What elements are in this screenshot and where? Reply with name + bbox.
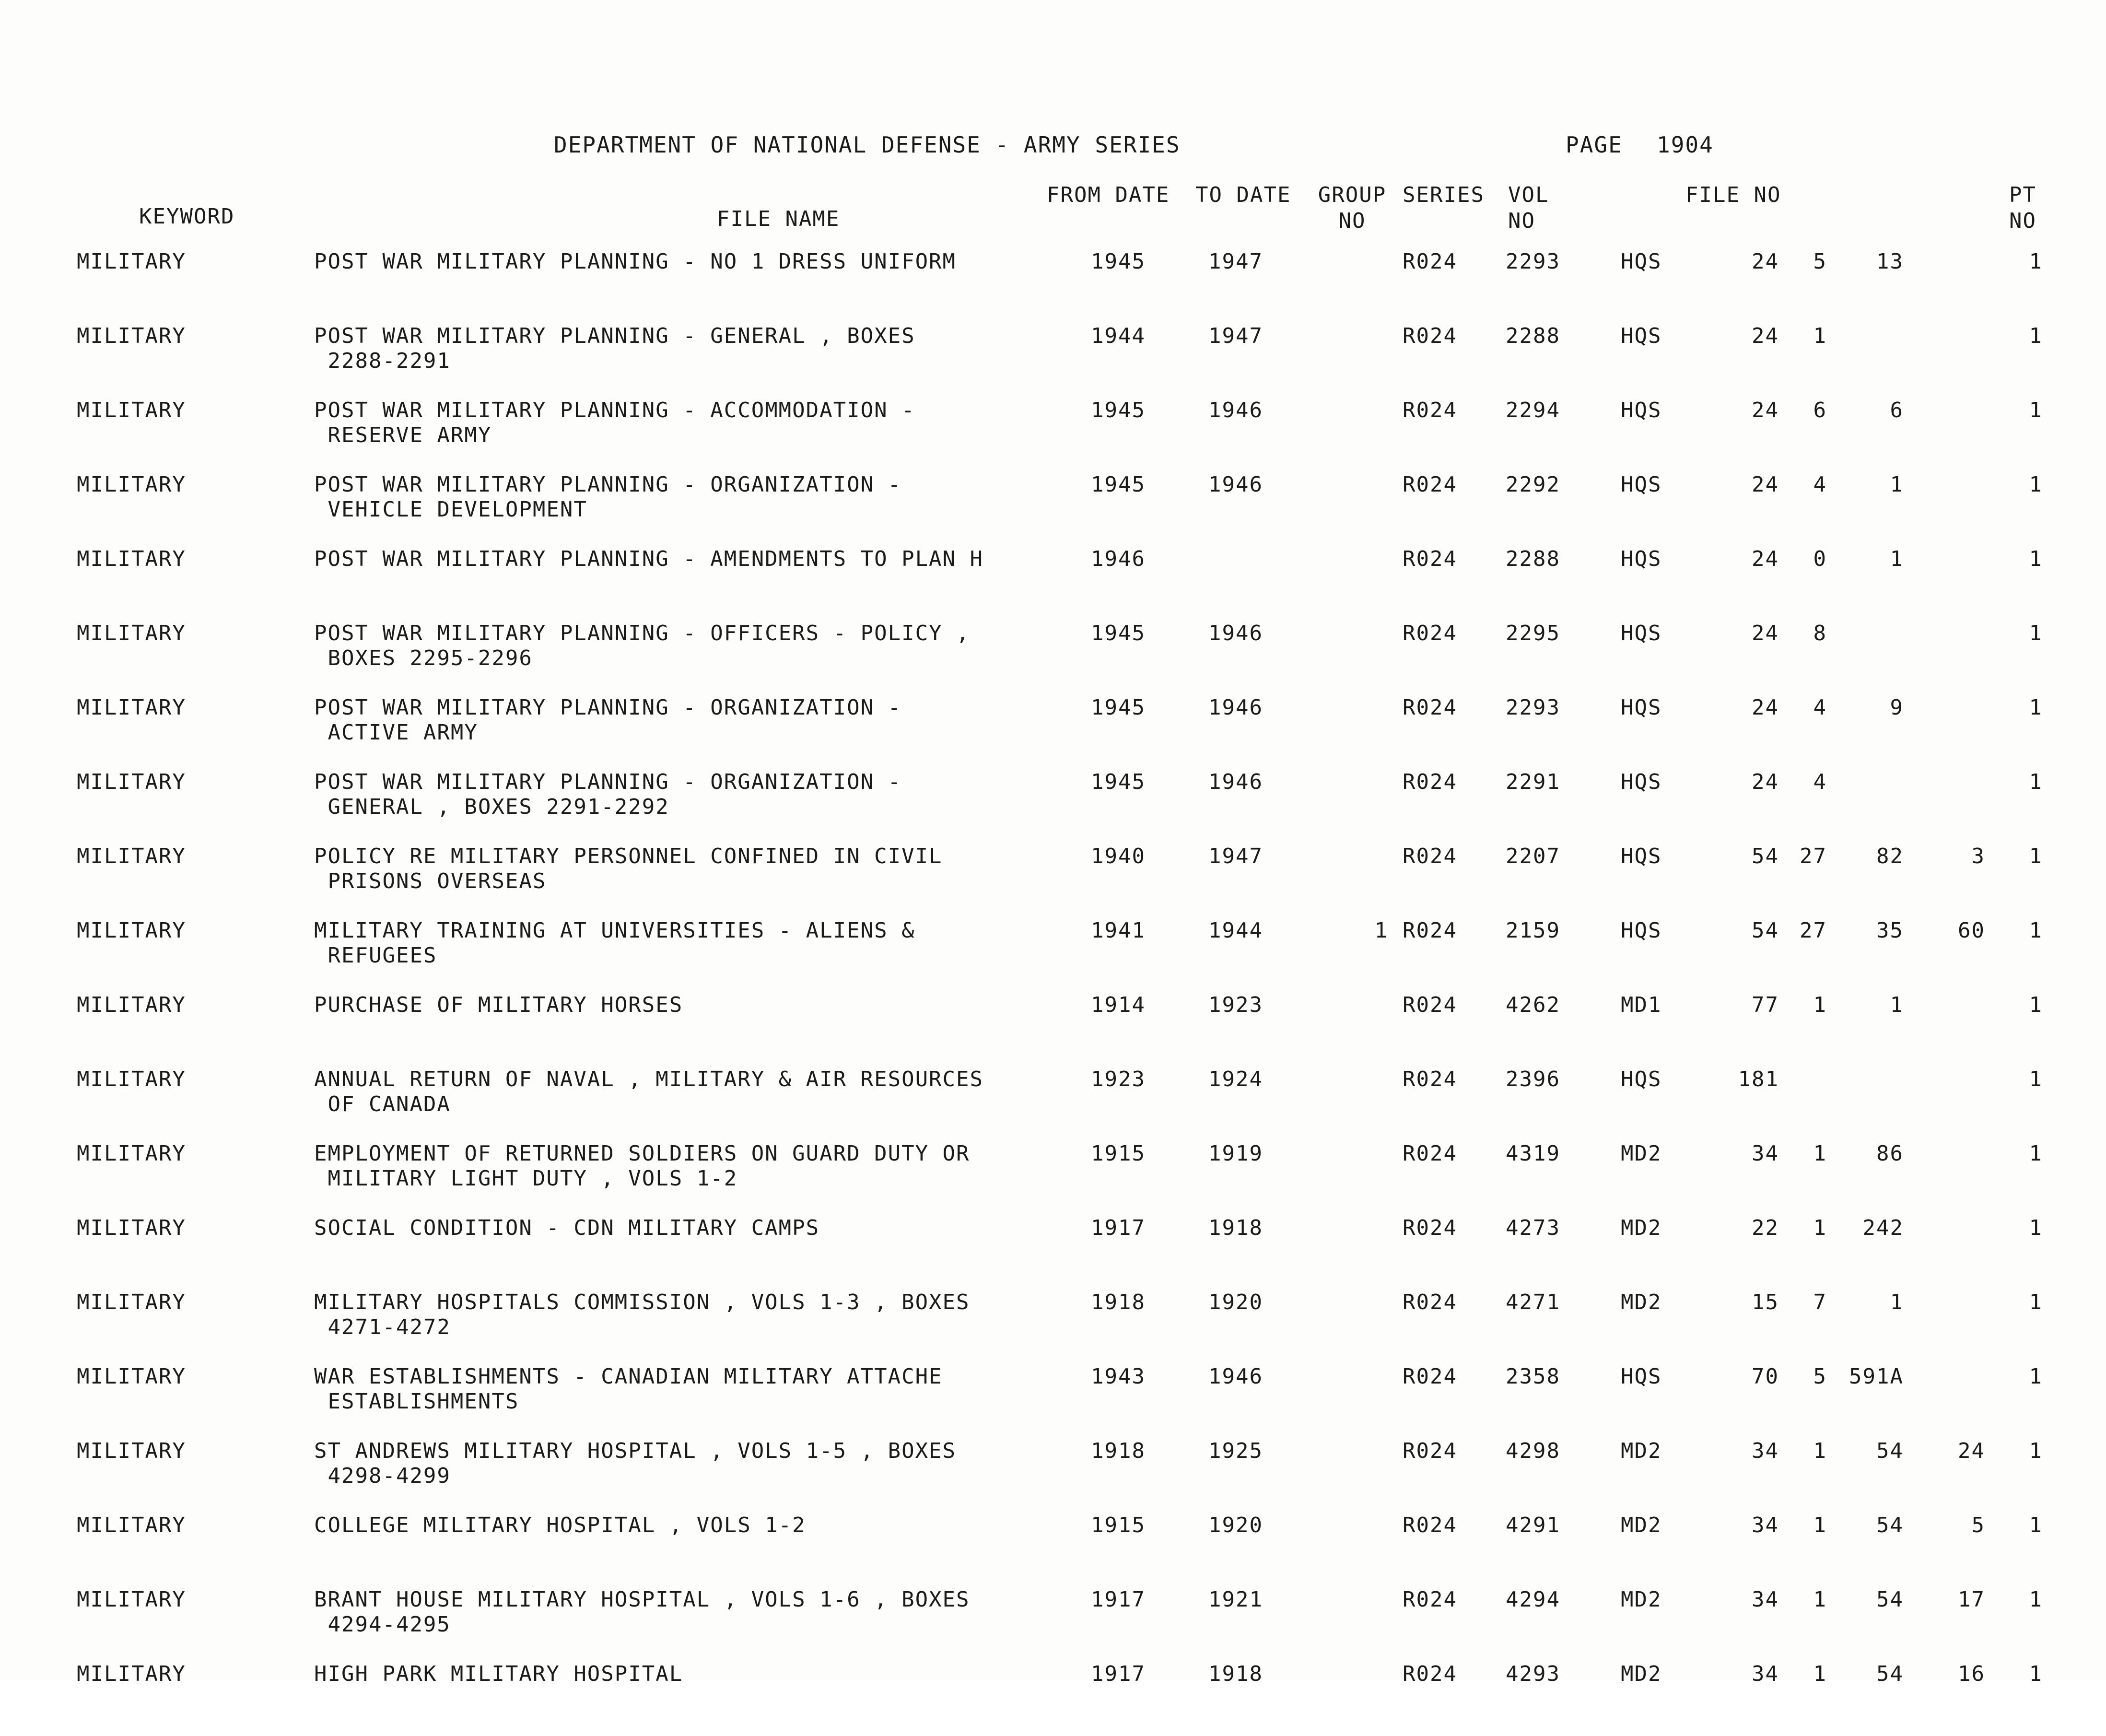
file-name-cell: POST WAR MILITARY PLANNING - ORGANIZATION - VEHICLE DEVELOPMENT — [314, 472, 902, 522]
file-no-part2-cell: 6 — [1813, 398, 1827, 422]
keyword-cell: MILITARY — [77, 993, 186, 1017]
file-no-unit-cell: HQS — [1621, 695, 1662, 720]
keyword-cell: MILITARY — [77, 1141, 186, 1166]
keyword-cell: MILITARY — [77, 1439, 186, 1463]
series-cell: R024 — [1403, 695, 1457, 720]
file-no-part3-cell: 54 — [1876, 1439, 1904, 1463]
table-row — [0, 1141, 2106, 1216]
file-no-part1-cell: 22 — [1752, 1216, 1779, 1240]
file-no-unit-cell: MD1 — [1621, 993, 1662, 1017]
file-name-cell: ST ANDREWS MILITARY HOSPITAL , VOLS 1-5 , BOXES 4298-4299 — [314, 1439, 957, 1488]
table-row — [0, 1439, 2106, 1513]
keyword-cell: MILITARY — [77, 1067, 186, 1091]
file-no-part2-cell: 1 — [1813, 1216, 1827, 1240]
table-row — [0, 621, 2106, 695]
group-no-cell: 1 — [1374, 918, 1388, 943]
file-no-part3-cell: 13 — [1876, 249, 1904, 274]
pt-no-cell: 1 — [2029, 398, 2043, 422]
file-name-cell: POST WAR MILITARY PLANNING - ACCOMMODATION - RESERVE ARMY — [314, 398, 915, 447]
series-cell: R024 — [1403, 1364, 1457, 1389]
series-cell: R024 — [1403, 621, 1457, 645]
vol-no-cell: 2291 — [1506, 770, 1560, 794]
file-name-cell: POLICY RE MILITARY PERSONNEL CONFINED IN CIVIL PRISONS OVERSEAS — [314, 844, 943, 893]
from-date-cell: 1914 — [1091, 993, 1146, 1017]
file-no-part1-cell: 24 — [1752, 695, 1779, 720]
to-date-cell: 1947 — [1208, 844, 1263, 868]
file-no-unit-cell: HQS — [1621, 472, 1662, 497]
from-date-cell: 1915 — [1091, 1141, 1146, 1166]
to-date-cell: 1946 — [1208, 621, 1263, 645]
vol-no-cell: 2358 — [1506, 1364, 1560, 1389]
to-date-cell: 1924 — [1208, 1067, 1263, 1091]
file-no-part4-cell: 3 — [1971, 844, 1985, 868]
file-no-part4-cell: 24 — [1958, 1439, 1985, 1463]
col-header-file-no: FILE NO — [1685, 183, 1781, 207]
file-no-part3-cell: 242 — [1862, 1216, 1904, 1240]
pt-no-cell: 1 — [2029, 621, 2043, 645]
keyword-cell: MILITARY — [77, 770, 186, 794]
vol-no-cell: 4262 — [1506, 993, 1560, 1017]
series-cell: R024 — [1403, 1662, 1457, 1686]
file-no-part1-cell: 77 — [1752, 993, 1779, 1017]
to-date-cell: 1946 — [1208, 472, 1263, 497]
file-no-unit-cell: HQS — [1621, 1067, 1662, 1091]
keyword-cell: MILITARY — [77, 1587, 186, 1612]
pt-no-cell: 1 — [2029, 1364, 2043, 1389]
to-date-cell: 1925 — [1208, 1439, 1263, 1463]
pt-no-cell: 1 — [2029, 1513, 2043, 1537]
file-no-unit-cell: MD2 — [1621, 1513, 1662, 1537]
file-name-cell: MILITARY HOSPITALS COMMISSION , VOLS 1-3 , BOXES 4271-4272 — [314, 1290, 970, 1339]
file-no-unit-cell: MD2 — [1621, 1587, 1662, 1612]
keyword-cell: MILITARY — [77, 918, 186, 943]
series-cell: R024 — [1403, 770, 1457, 794]
file-no-unit-cell: MD2 — [1621, 1216, 1662, 1240]
file-no-unit-cell: MD2 — [1621, 1290, 1662, 1314]
series-cell: R024 — [1403, 1513, 1457, 1537]
table-row — [0, 1662, 2106, 1736]
file-no-part3-cell: 54 — [1876, 1587, 1904, 1612]
file-no-part2-cell: 0 — [1813, 547, 1827, 571]
file-no-part1-cell: 24 — [1752, 621, 1779, 645]
file-name-cell: COLLEGE MILITARY HOSPITAL , VOLS 1-2 — [314, 1513, 806, 1537]
from-date-cell: 1945 — [1091, 472, 1146, 497]
vol-no-cell: 4291 — [1506, 1513, 1560, 1537]
file-no-part1-cell: 34 — [1752, 1439, 1779, 1463]
file-name-cell: WAR ESTABLISHMENTS - CANADIAN MILITARY ATTACHE ESTABLISHMENTS — [314, 1364, 943, 1414]
file-no-part3-cell: 1 — [1890, 472, 1904, 497]
to-date-cell: 1946 — [1208, 695, 1263, 720]
file-name-cell: POST WAR MILITARY PLANNING - OFFICERS - POLICY , BOXES 2295-2296 — [314, 621, 970, 670]
file-no-part3-cell: 1 — [1890, 547, 1904, 571]
file-name-cell: POST WAR MILITARY PLANNING - NO 1 DRESS UNIFORM — [314, 249, 957, 274]
pt-no-cell: 1 — [2029, 472, 2043, 497]
file-no-part3-cell: 591A — [1849, 1364, 1904, 1389]
file-no-part3-cell: 82 — [1876, 844, 1904, 868]
vol-no-cell: 4293 — [1506, 1662, 1560, 1686]
series-cell: R024 — [1403, 1216, 1457, 1240]
from-date-cell: 1945 — [1091, 770, 1146, 794]
series-cell: R024 — [1403, 324, 1457, 348]
series-cell: R024 — [1403, 472, 1457, 497]
file-name-cell: POST WAR MILITARY PLANNING - ORGANIZATION - GENERAL , BOXES 2291-2292 — [314, 770, 902, 819]
vol-no-cell: 2207 — [1506, 844, 1560, 868]
from-date-cell: 1917 — [1091, 1216, 1146, 1240]
vol-no-cell: 2288 — [1506, 547, 1560, 571]
from-date-cell: 1923 — [1091, 1067, 1146, 1091]
file-no-part2-cell: 7 — [1813, 1290, 1827, 1314]
file-no-part1-cell: 24 — [1752, 249, 1779, 274]
file-no-part2-cell: 27 — [1800, 918, 1827, 943]
file-name-cell: POST WAR MILITARY PLANNING - AMENDMENTS TO PLAN H — [314, 547, 984, 571]
series-cell: R024 — [1403, 1290, 1457, 1314]
to-date-cell: 1947 — [1208, 249, 1263, 274]
record-list — [0, 249, 2106, 1736]
keyword-cell: MILITARY — [77, 472, 186, 497]
keyword-cell: MILITARY — [77, 249, 186, 274]
table-row — [0, 1216, 2106, 1290]
file-no-part1-cell: 34 — [1752, 1587, 1779, 1612]
series-cell: R024 — [1403, 249, 1457, 274]
file-no-unit-cell: HQS — [1621, 844, 1662, 868]
table-row — [0, 1364, 2106, 1439]
to-date-cell: 1920 — [1208, 1513, 1263, 1537]
file-name-cell: EMPLOYMENT OF RETURNED SOLDIERS ON GUARD DUTY OR MILITARY LIGHT DUTY , VOLS 1-2 — [314, 1141, 970, 1191]
series-cell: R024 — [1403, 1587, 1457, 1612]
pt-no-cell: 1 — [2029, 1067, 2043, 1091]
file-no-unit-cell: HQS — [1621, 770, 1662, 794]
pt-no-cell: 1 — [2029, 1290, 2043, 1314]
pt-no-cell: 1 — [2029, 1439, 2043, 1463]
file-no-unit-cell: HQS — [1621, 918, 1662, 943]
page-label: PAGE — [1566, 132, 1623, 158]
file-no-part2-cell: 5 — [1813, 1364, 1827, 1389]
file-no-unit-cell: HQS — [1621, 621, 1662, 645]
file-no-part1-cell: 54 — [1752, 844, 1779, 868]
table-row — [0, 918, 2106, 993]
file-no-unit-cell: MD2 — [1621, 1662, 1662, 1686]
from-date-cell: 1945 — [1091, 398, 1146, 422]
file-no-part2-cell: 1 — [1813, 1141, 1827, 1166]
col-header-file-name: FILE NAME — [717, 207, 840, 231]
to-date-cell: 1946 — [1208, 398, 1263, 422]
keyword-cell: MILITARY — [77, 1216, 186, 1240]
table-row — [0, 547, 2106, 621]
vol-no-cell: 4271 — [1506, 1290, 1560, 1314]
vol-no-cell: 2292 — [1506, 472, 1560, 497]
file-name-cell: POST WAR MILITARY PLANNING - GENERAL , BOXES 2288-2291 — [314, 324, 915, 373]
pt-no-cell: 1 — [2029, 324, 2043, 348]
file-name-cell: HIGH PARK MILITARY HOSPITAL — [314, 1662, 683, 1686]
file-no-unit-cell: HQS — [1621, 1364, 1662, 1389]
file-no-part1-cell: 24 — [1752, 770, 1779, 794]
table-row — [0, 324, 2106, 398]
file-no-part3-cell: 1 — [1890, 1290, 1904, 1314]
file-no-unit-cell: MD2 — [1621, 1439, 1662, 1463]
file-no-part2-cell: 27 — [1800, 844, 1827, 868]
from-date-cell: 1945 — [1091, 249, 1146, 274]
series-cell: R024 — [1403, 993, 1457, 1017]
table-row — [0, 249, 2106, 324]
from-date-cell: 1945 — [1091, 621, 1146, 645]
pt-no-cell: 1 — [2029, 844, 2043, 868]
table-row — [0, 1587, 2106, 1662]
file-no-part2-cell: 1 — [1813, 1439, 1827, 1463]
table-row — [0, 844, 2106, 918]
file-no-part2-cell: 8 — [1813, 621, 1827, 645]
file-name-cell: ANNUAL RETURN OF NAVAL , MILITARY & AIR RESOURCES OF CANADA — [314, 1067, 984, 1116]
file-no-part3-cell: 1 — [1890, 993, 1904, 1017]
vol-no-cell: 2293 — [1506, 249, 1560, 274]
vol-no-cell: 2159 — [1506, 918, 1560, 943]
file-no-part2-cell: 5 — [1813, 249, 1827, 274]
file-no-unit-cell: MD2 — [1621, 1141, 1662, 1166]
file-no-part1-cell: 24 — [1752, 324, 1779, 348]
file-no-part3-cell: 6 — [1890, 398, 1904, 422]
vol-no-cell: 2295 — [1506, 621, 1560, 645]
file-name-cell: MILITARY TRAINING AT UNIVERSITIES - ALIENS & REFUGEES — [314, 918, 915, 968]
keyword-cell: MILITARY — [77, 844, 186, 868]
file-no-part1-cell: 70 — [1752, 1364, 1779, 1389]
to-date-cell: 1920 — [1208, 1290, 1263, 1314]
from-date-cell: 1917 — [1091, 1662, 1146, 1686]
col-header-keyword: KEYWORD — [139, 204, 235, 229]
keyword-cell: MILITARY — [77, 1513, 186, 1537]
keyword-cell: MILITARY — [77, 324, 186, 348]
from-date-cell: 1944 — [1091, 324, 1146, 348]
file-no-part2-cell: 4 — [1813, 472, 1827, 497]
file-no-part2-cell: 1 — [1813, 324, 1827, 348]
col-header-to-date: TO DATE — [1195, 183, 1291, 207]
file-no-part3-cell: 9 — [1890, 695, 1904, 720]
col-header-series: SERIES — [1403, 183, 1485, 207]
series-cell: R024 — [1403, 398, 1457, 422]
file-no-part2-cell: 1 — [1813, 1513, 1827, 1537]
keyword-cell: MILITARY — [77, 1662, 186, 1686]
pt-no-cell: 1 — [2029, 1141, 2043, 1166]
table-row — [0, 993, 2106, 1067]
keyword-cell: MILITARY — [77, 398, 186, 422]
file-no-part1-cell: 34 — [1752, 1141, 1779, 1166]
table-row — [0, 1067, 2106, 1141]
file-no-part1-cell: 34 — [1752, 1513, 1779, 1537]
from-date-cell: 1945 — [1091, 695, 1146, 720]
from-date-cell: 1941 — [1091, 918, 1146, 943]
to-date-cell: 1918 — [1208, 1662, 1263, 1686]
series-cell: R024 — [1403, 918, 1457, 943]
file-name-cell: BRANT HOUSE MILITARY HOSPITAL , VOLS 1-6 , BOXES 4294-4295 — [314, 1587, 970, 1637]
to-date-cell: 1944 — [1208, 918, 1263, 943]
table-row — [0, 398, 2106, 472]
to-date-cell: 1946 — [1208, 1364, 1263, 1389]
from-date-cell: 1917 — [1091, 1587, 1146, 1612]
document-title: DEPARTMENT OF NATIONAL DEFENSE - ARMY SERIES — [554, 132, 1181, 158]
to-date-cell: 1921 — [1208, 1587, 1263, 1612]
file-no-part4-cell: 17 — [1958, 1587, 1985, 1612]
file-no-unit-cell: HQS — [1621, 249, 1662, 274]
series-cell: R024 — [1403, 844, 1457, 868]
keyword-cell: MILITARY — [77, 1290, 186, 1314]
pt-no-cell: 1 — [2029, 1216, 2043, 1240]
vol-no-cell: 4298 — [1506, 1439, 1560, 1463]
file-name-cell: PURCHASE OF MILITARY HORSES — [314, 993, 683, 1017]
file-no-part4-cell: 5 — [1971, 1513, 1985, 1537]
pt-no-cell: 1 — [2029, 918, 2043, 943]
file-no-part4-cell: 60 — [1958, 918, 1985, 943]
vol-no-cell: 2293 — [1506, 695, 1560, 720]
file-no-part1-cell: 15 — [1752, 1290, 1779, 1314]
pt-no-cell: 1 — [2029, 1587, 2043, 1612]
file-no-part4-cell: 16 — [1958, 1662, 1985, 1686]
table-row — [0, 770, 2106, 844]
from-date-cell: 1918 — [1091, 1439, 1146, 1463]
keyword-cell: MILITARY — [77, 547, 186, 571]
to-date-cell: 1947 — [1208, 324, 1263, 348]
from-date-cell: 1940 — [1091, 844, 1146, 868]
file-no-unit-cell: HQS — [1621, 547, 1662, 571]
from-date-cell: 1946 — [1091, 547, 1146, 571]
file-no-part2-cell: 1 — [1813, 1662, 1827, 1686]
file-no-part1-cell: 181 — [1738, 1067, 1779, 1091]
vol-no-cell: 2294 — [1506, 398, 1560, 422]
col-header-group-no: GROUP NO — [1318, 183, 1387, 233]
vol-no-cell: 4294 — [1506, 1587, 1560, 1612]
pt-no-cell: 1 — [2029, 1662, 2043, 1686]
vol-no-cell: 2288 — [1506, 324, 1560, 348]
vol-no-cell: 4273 — [1506, 1216, 1560, 1240]
to-date-cell: 1919 — [1208, 1141, 1263, 1166]
file-no-part1-cell: 34 — [1752, 1662, 1779, 1686]
vol-no-cell: 4319 — [1506, 1141, 1560, 1166]
file-no-part2-cell: 1 — [1813, 1587, 1827, 1612]
file-no-part3-cell: 35 — [1876, 918, 1904, 943]
to-date-cell: 1946 — [1208, 770, 1263, 794]
file-name-cell: SOCIAL CONDITION - CDN MILITARY CAMPS — [314, 1216, 820, 1240]
pt-no-cell: 1 — [2029, 993, 2043, 1017]
to-date-cell: 1923 — [1208, 993, 1263, 1017]
to-date-cell: 1918 — [1208, 1216, 1263, 1240]
file-no-part1-cell: 54 — [1752, 918, 1779, 943]
pt-no-cell: 1 — [2029, 249, 2043, 274]
series-cell: R024 — [1403, 1067, 1457, 1091]
pt-no-cell: 1 — [2029, 770, 2043, 794]
file-no-part3-cell: 54 — [1876, 1513, 1904, 1537]
file-no-part3-cell: 54 — [1876, 1662, 1904, 1686]
pt-no-cell: 1 — [2029, 547, 2043, 571]
col-header-from-date: FROM DATE — [1047, 183, 1170, 207]
file-name-cell: POST WAR MILITARY PLANNING - ORGANIZATION - ACTIVE ARMY — [314, 695, 902, 745]
keyword-cell: MILITARY — [77, 621, 186, 645]
file-no-part1-cell: 24 — [1752, 547, 1779, 571]
series-cell: R024 — [1403, 547, 1457, 571]
keyword-cell: MILITARY — [77, 695, 186, 720]
file-no-part1-cell: 24 — [1752, 398, 1779, 422]
file-no-part3-cell: 86 — [1876, 1141, 1904, 1166]
file-no-part2-cell: 1 — [1813, 993, 1827, 1017]
series-cell: R024 — [1403, 1439, 1457, 1463]
col-header-pt-no: PT NO — [2009, 183, 2036, 233]
file-no-unit-cell: HQS — [1621, 398, 1662, 422]
from-date-cell: 1943 — [1091, 1364, 1146, 1389]
table-row — [0, 1513, 2106, 1587]
page-number: 1904 — [1657, 132, 1714, 158]
file-no-unit-cell: HQS — [1621, 324, 1662, 348]
vol-no-cell: 2396 — [1506, 1067, 1560, 1091]
keyword-cell: MILITARY — [77, 1364, 186, 1389]
file-no-part1-cell: 24 — [1752, 472, 1779, 497]
table-row — [0, 695, 2106, 770]
table-row — [0, 472, 2106, 547]
table-row — [0, 1290, 2106, 1364]
series-cell: R024 — [1403, 1141, 1457, 1166]
from-date-cell: 1915 — [1091, 1513, 1146, 1537]
file-no-part2-cell: 4 — [1813, 770, 1827, 794]
from-date-cell: 1918 — [1091, 1290, 1146, 1314]
pt-no-cell: 1 — [2029, 695, 2043, 720]
col-header-vol-no: VOL NO — [1508, 183, 1549, 233]
file-no-part2-cell: 4 — [1813, 695, 1827, 720]
